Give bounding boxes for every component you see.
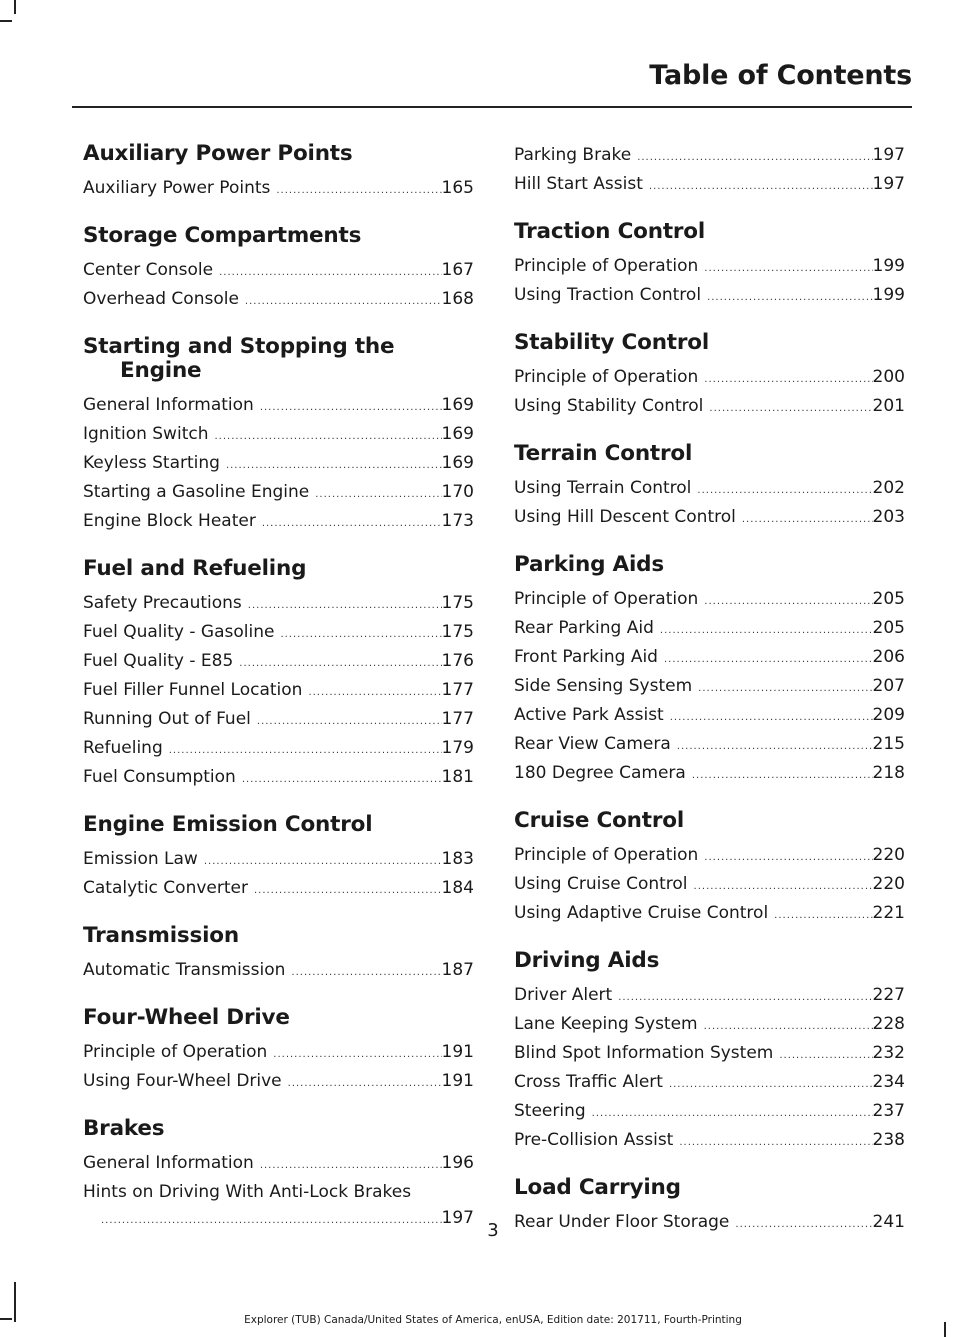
toc-entry[interactable] — [83, 764, 474, 793]
toc-entry[interactable] — [83, 846, 474, 875]
page-title: Table of Contents — [649, 60, 912, 91]
toc-entry[interactable] — [83, 450, 474, 479]
entry-page-number: 183 — [441, 849, 474, 869]
entry-title: Steering — [514, 1101, 586, 1121]
toc-entry[interactable] — [514, 982, 905, 1011]
dot-leader — [669, 1072, 873, 1098]
dot-leader — [245, 289, 442, 315]
toc-entry[interactable] — [83, 706, 474, 735]
entry-title: General Information — [83, 395, 254, 415]
dot-leader — [692, 763, 873, 789]
dot-leader — [694, 874, 873, 900]
dot-leader — [242, 767, 442, 793]
entry-title: Using Hill Descent Control — [514, 507, 736, 527]
entry-title: Principle of Operation — [514, 256, 699, 276]
entry-page-number: 227 — [872, 985, 905, 1005]
section-title: Engine Emission Control — [83, 812, 373, 837]
toc-entry[interactable] — [514, 900, 905, 929]
entry-title: Cross Traffic Alert — [514, 1072, 663, 1092]
dot-leader — [637, 145, 872, 171]
toc-section — [514, 142, 905, 200]
toc-section — [514, 949, 905, 1156]
section-title: Stability Control — [514, 330, 710, 355]
toc-entry[interactable] — [83, 175, 474, 204]
entry-page-number: 165 — [441, 178, 474, 198]
entry-title: Rear Parking Aid — [514, 618, 654, 638]
entry-page-number: 181 — [441, 767, 474, 787]
entry-title: Catalytic Converter — [83, 878, 248, 898]
entry-page-number: 234 — [872, 1072, 905, 1092]
toc-entry[interactable] — [83, 392, 474, 421]
entry-page-number: 175 — [441, 593, 474, 613]
entry-title: Hill Start Assist — [514, 174, 643, 194]
toc-entry[interactable] — [514, 142, 905, 171]
toc-entry[interactable] — [514, 504, 905, 533]
entry-title: Fuel Filler Funnel Location — [83, 680, 303, 700]
entry-page-number: 177 — [441, 709, 474, 729]
dot-leader — [660, 618, 873, 644]
entry-page-number: 169 — [441, 453, 474, 473]
entry-page-number: 205 — [872, 589, 905, 609]
entry-page-number: 167 — [441, 260, 474, 280]
toc-right-column — [514, 142, 905, 1258]
entry-page-number: 202 — [872, 478, 905, 498]
entry-page-number: 206 — [872, 647, 905, 667]
dot-leader — [248, 593, 442, 619]
toc-section — [83, 1117, 474, 1234]
entry-title: Driver Alert — [514, 985, 613, 1005]
entry-page-number: 197 — [872, 145, 905, 165]
dot-leader — [707, 285, 872, 311]
entry-title: Lane Keeping System — [514, 1014, 698, 1034]
entry-title: Emission Law — [83, 849, 198, 869]
toc-entry[interactable] — [83, 677, 474, 706]
toc-section — [83, 557, 474, 793]
crop-mark-top-left-vertical — [14, 0, 16, 14]
dot-leader — [226, 453, 442, 479]
dot-leader — [704, 589, 872, 615]
entry-page-number: 168 — [441, 289, 474, 309]
dot-leader — [260, 1153, 442, 1179]
dot-leader — [664, 647, 873, 673]
toc-entry[interactable] — [514, 171, 905, 200]
entry-title: Running Out of Fuel — [83, 709, 251, 729]
toc-entry[interactable] — [83, 1039, 474, 1068]
entry-title: Principle of Operation — [514, 589, 699, 609]
dot-leader — [704, 1014, 873, 1040]
toc-entry[interactable] — [83, 957, 474, 986]
dot-leader — [592, 1101, 873, 1127]
entry-page-number: 203 — [872, 507, 905, 527]
entry-page-number: 176 — [441, 651, 474, 671]
entry-title: Principle of Operation — [514, 367, 699, 387]
entry-page-number: 169 — [441, 395, 474, 415]
dot-leader — [679, 1130, 872, 1156]
toc-entry[interactable] — [514, 253, 905, 282]
entry-title: Fuel Quality - Gasoline — [83, 622, 275, 642]
toc-entry[interactable] — [83, 875, 474, 904]
dot-leader — [704, 256, 872, 282]
entry-title: Engine Block Heater — [83, 511, 256, 531]
toc-section — [83, 142, 474, 204]
toc-entry[interactable] — [514, 282, 905, 311]
entry-page-number: 196 — [441, 1153, 474, 1173]
entry-title: Rear Under Floor Storage — [514, 1212, 730, 1232]
entry-page-number: 191 — [441, 1042, 474, 1062]
dot-leader — [257, 709, 442, 735]
entry-title: Safety Precautions — [83, 593, 242, 613]
toc-entry[interactable] — [83, 286, 474, 315]
toc-entry[interactable] — [514, 702, 905, 731]
section-title: Load Carrying — [514, 1175, 681, 1200]
dot-leader — [677, 734, 873, 760]
toc-entry[interactable] — [514, 871, 905, 900]
toc-entry[interactable] — [83, 590, 474, 619]
toc-entry[interactable] — [514, 644, 905, 673]
section-title: Auxiliary Power Points — [83, 141, 353, 166]
toc-entry[interactable] — [514, 1040, 905, 1069]
section-title: Terrain Control — [514, 441, 693, 466]
entry-page-number: 200 — [872, 367, 905, 387]
dot-leader — [308, 680, 441, 706]
dot-leader — [276, 178, 441, 204]
entry-page-number: 187 — [441, 960, 474, 980]
dot-leader — [618, 985, 872, 1011]
toc-entry[interactable] — [83, 648, 474, 677]
entry-page-number: 201 — [872, 396, 905, 416]
entry-title: Overhead Console — [83, 289, 239, 309]
entry-title: Using Adaptive Cruise Control — [514, 903, 769, 923]
entry-title: Front Parking Aid — [514, 647, 658, 667]
dot-leader — [239, 651, 441, 677]
dot-leader — [779, 1043, 872, 1069]
entry-page-number: 169 — [441, 424, 474, 444]
entry-page-number: 220 — [872, 874, 905, 894]
entry-title: 180 Degree Camera — [514, 763, 686, 783]
entry-title: Principle of Operation — [83, 1042, 268, 1062]
dot-leader — [288, 1071, 442, 1097]
dot-leader — [709, 396, 872, 422]
entry-title: Keyless Starting — [83, 453, 220, 473]
entry-page-number: 221 — [872, 903, 905, 923]
dot-leader — [273, 1042, 441, 1068]
dot-leader — [315, 482, 441, 508]
dot-leader — [254, 878, 442, 904]
section-title: Fuel and Refueling — [83, 556, 307, 581]
entry-title: Rear View Camera — [514, 734, 671, 754]
entry-title: Pre-Collision Assist — [514, 1130, 674, 1150]
section-title: Storage Compartments — [83, 223, 362, 248]
toc-entry[interactable] — [514, 1011, 905, 1040]
page-number: 3 — [487, 1220, 499, 1241]
toc-entry[interactable] — [83, 257, 474, 286]
toc-entry[interactable] — [514, 842, 905, 871]
toc-section — [514, 553, 905, 789]
section-title: Transmission — [83, 923, 239, 948]
entry-page-number: 238 — [872, 1130, 905, 1150]
toc-entry[interactable] — [514, 673, 905, 702]
section-title: Starting and Stopping the Engine — [83, 334, 395, 383]
entry-page-number: 197 — [872, 174, 905, 194]
entry-page-number: 220 — [872, 845, 905, 865]
entry-title: Auxiliary Power Points — [83, 178, 271, 198]
toc-section — [83, 224, 474, 315]
header-rule — [72, 106, 912, 108]
entry-title: Blind Spot Information System — [514, 1043, 774, 1063]
section-title: Cruise Control — [514, 808, 684, 833]
entry-title: Side Sensing System — [514, 676, 693, 696]
dot-leader — [204, 849, 442, 875]
entry-page-number: 218 — [872, 763, 905, 783]
entry-page-number: 197 — [441, 1208, 474, 1228]
toc-entry[interactable] — [83, 1150, 474, 1179]
dot-leader — [670, 705, 873, 731]
dot-leader — [280, 622, 441, 648]
section-title: Four-Wheel Drive — [83, 1005, 290, 1030]
entry-page-number: 232 — [872, 1043, 905, 1063]
toc-entry[interactable] — [83, 508, 474, 537]
dot-leader — [698, 676, 872, 702]
entry-title: Fuel Quality - E85 — [83, 651, 234, 671]
entry-page-number: 241 — [872, 1212, 905, 1232]
toc-entry[interactable] — [514, 1127, 905, 1156]
section-title: Driving Aids — [514, 948, 660, 973]
entry-page-number: 175 — [441, 622, 474, 642]
entry-page-number: 199 — [872, 256, 905, 276]
toc-entry[interactable] — [514, 1098, 905, 1127]
entry-page-number: 184 — [441, 878, 474, 898]
entry-page-number: 237 — [872, 1101, 905, 1121]
dot-leader — [697, 478, 872, 504]
toc-section — [514, 220, 905, 311]
section-title: Parking Aids — [514, 552, 664, 577]
toc-entry[interactable] — [83, 421, 474, 450]
entry-page-number: 205 — [872, 618, 905, 638]
entry-page-number: 170 — [441, 482, 474, 502]
dot-leader — [704, 367, 872, 393]
toc-entry[interactable] — [514, 1069, 905, 1098]
entry-title: Using Terrain Control — [514, 478, 692, 498]
entry-title: Starting a Gasoline Engine — [83, 482, 310, 502]
toc-entry[interactable] — [83, 479, 474, 508]
entry-title: Using Stability Control — [514, 396, 704, 416]
entry-page-number: 191 — [441, 1071, 474, 1091]
toc-entry[interactable] — [514, 586, 905, 615]
entry-page-number: 228 — [872, 1014, 905, 1034]
entry-title: Using Traction Control — [514, 285, 702, 305]
toc-entry[interactable] — [514, 475, 905, 504]
toc-section — [83, 924, 474, 986]
entry-page-number: 199 — [872, 285, 905, 305]
entry-title: Automatic Transmission — [83, 960, 286, 980]
entry-page-number: 177 — [441, 680, 474, 700]
toc-section — [83, 813, 474, 904]
dot-leader — [169, 738, 442, 764]
entry-title: Refueling — [83, 738, 163, 758]
toc-entry[interactable] — [83, 735, 474, 764]
entry-page-number: 207 — [872, 676, 905, 696]
dot-leader — [742, 507, 873, 533]
toc-entry[interactable] — [83, 1068, 474, 1097]
entry-page-number: 179 — [441, 738, 474, 758]
entry-title: Ignition Switch — [83, 424, 209, 444]
dot-leader — [649, 174, 873, 200]
toc-entry[interactable] — [514, 615, 905, 644]
dot-leader — [291, 960, 441, 986]
entry-page-number: 209 — [872, 705, 905, 725]
entry-title: Principle of Operation — [514, 845, 699, 865]
entry-page-number: 215 — [872, 734, 905, 754]
toc-entry[interactable] — [83, 619, 474, 648]
section-title: Traction Control — [514, 219, 706, 244]
entry-title: Parking Brake — [514, 145, 632, 165]
toc-section — [83, 335, 474, 537]
toc-section — [514, 809, 905, 929]
dot-leader — [219, 260, 441, 286]
dot-leader — [214, 424, 441, 450]
toc-entry[interactable] — [514, 393, 905, 422]
entry-title: Center Console — [83, 260, 214, 280]
toc-left-column — [83, 142, 474, 1254]
entry-title: Using Four-Wheel Drive — [83, 1071, 282, 1091]
entry-title: Active Park Assist — [514, 705, 664, 725]
toc-entry[interactable] — [514, 364, 905, 393]
toc-entry[interactable] — [514, 760, 905, 789]
dot-leader — [262, 511, 442, 537]
toc-section — [514, 331, 905, 422]
entry-title: Using Cruise Control — [514, 874, 688, 894]
crop-mark-top-left — [0, 20, 12, 22]
toc-entry[interactable] — [514, 731, 905, 760]
footer-text: Explorer (TUB) Canada/United States of America, enUSA, Edition date: 201711, Fourth-Printing — [244, 1314, 742, 1326]
entry-page-number: 173 — [441, 511, 474, 531]
toc-section — [83, 1006, 474, 1097]
entry-title: Fuel Consumption — [83, 767, 236, 787]
dot-leader — [260, 395, 442, 421]
dot-leader — [774, 903, 872, 929]
entry-title: General Information — [83, 1153, 254, 1173]
section-title: Brakes — [83, 1116, 165, 1141]
dot-leader — [704, 845, 872, 871]
toc-section — [514, 442, 905, 533]
entry-title: Hints on Driving With Anti-Lock Brakes — [83, 1182, 412, 1202]
